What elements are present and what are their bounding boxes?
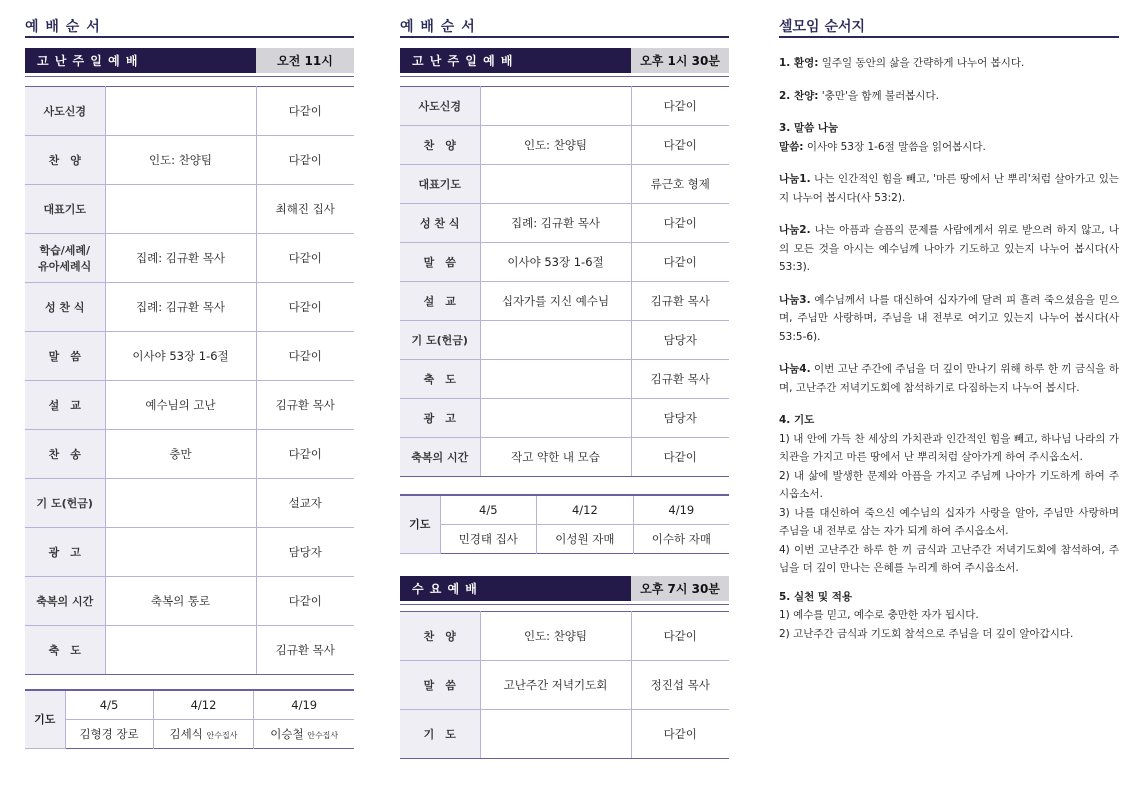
row-label: 찬 양 [400,611,480,660]
service-row [400,87,729,126]
row-detail [105,185,256,234]
row-label: 기 도(헌금) [400,321,480,360]
row-label: 찬 양 [400,126,480,165]
row-detail [105,87,256,136]
row-detail: 십자가를 지신 예수님 [480,282,631,321]
praise-item: 2. 찬양: '충만'을 함께 불러봅시다. [779,89,939,102]
row-leader: 다같이 [256,87,354,136]
row-label: 찬 송 [25,430,105,479]
row-detail: 예수님의 고난 [105,381,256,430]
row-detail [480,87,631,126]
row-leader: 김규환 목사 [256,381,354,430]
row-label: 사도신경 [25,87,105,136]
service-row [25,626,354,675]
service-row [25,430,354,479]
row-label: 축복의 시간 [400,438,480,477]
row-detail: 이사야 53장 1-6절 [480,243,631,282]
service-name: 고 난 주 일 예 배 [400,48,631,73]
service-row [400,399,729,438]
row-label: 광 고 [400,399,480,438]
row-label: 성 찬 식 [25,283,105,332]
prayer-label: 기도 [25,690,65,748]
wednesday-order-table [400,611,729,759]
row-leader: 다같이 [631,243,729,282]
service-row [25,234,354,283]
service-row [25,577,354,626]
service-row [25,381,354,430]
row-detail: 충만 [105,430,256,479]
row-leader: 김규환 목사 [631,360,729,399]
service-row [400,709,729,758]
service-header-band [25,48,354,73]
row-label: 성 찬 식 [400,204,480,243]
row-leader: 다같이 [631,204,729,243]
sunday-afternoon-column [400,16,729,759]
service-time: 오전 11시 [256,48,354,73]
prayer-name: 김형경 장로 [65,719,153,748]
row-leader: 설교자 [256,479,354,528]
prayer-schedule-table [25,689,354,749]
row-leader: 김규환 목사 [256,626,354,675]
service-order-table [400,86,729,477]
service-row [25,283,354,332]
row-label: 사도신경 [400,87,480,126]
row-detail: 인도: 찬양팀 [105,136,256,185]
row-detail [480,165,631,204]
row-label: 학습/세례/ 유아세례식 [25,234,105,283]
row-label: 대표기도 [400,165,480,204]
cell-meeting-title: 셀모임 순서지 [779,16,1119,38]
service-name: 고 난 주 일 예 배 [25,48,256,73]
row-detail: 인도: 찬양팀 [480,126,631,165]
row-detail: 집례: 김규환 목사 [105,283,256,332]
service-row [25,185,354,234]
service-order-table [25,86,354,675]
prayer-schedule-table [400,494,729,554]
service-row [400,165,729,204]
row-label: 말 씀 [400,660,480,709]
row-detail: 집례: 김규환 목사 [480,204,631,243]
welcome-item: 1. 환영: 일주일 동안의 삶을 간략하게 나누어 봅시다. [779,57,1025,69]
service-name: 수 요 예 배 [400,576,631,601]
prayer-date: 4/5 [65,690,153,719]
row-leader: 최해진 집사 [256,185,354,234]
row-detail [480,321,631,360]
prayer-date: 4/19 [633,495,729,524]
divider [25,76,354,77]
sharing-4: 나눔4. 이번 고난 주간에 주님을 더 깊이 만나기 위해 하루 한 끼 금식을 하며, 고난주간 저녁기도회에 참석하기로 다짐하는지 나누어 봅시다. [779,363,1119,394]
row-leader: 다같이 [256,136,354,185]
service-row [25,479,354,528]
prayer-date: 4/12 [153,690,254,719]
row-detail [105,479,256,528]
row-leader: 다같이 [631,87,729,126]
row-label: 축 도 [25,626,105,675]
service-row [400,282,729,321]
wednesday-header-band [400,576,729,601]
row-leader: 다같이 [631,709,729,758]
practice-section: 5. 실천 및 적용 1) 예수를 믿고, 예수로 충만한 자가 됩시다. 2) 고난주간 금식과 기도회 참석으로 주님을 더 깊이 알아갑시다. [779,590,1074,640]
service-row [25,528,354,577]
row-leader: 다같이 [256,577,354,626]
row-label: 기 도 [400,709,480,758]
service-row [400,243,729,282]
row-label: 찬 양 [25,136,105,185]
row-label: 설 교 [400,282,480,321]
service-row [400,660,729,709]
service-row [25,332,354,381]
service-row [400,204,729,243]
service-row [25,87,354,136]
prayer-section: 4. 기도 1) 내 안에 가득 찬 세상의 가치관과 인간적인 힘을 빼고, 하나님 나라의 가치관을 가지고 마른 땅에서 난 뿌리처럼 살아가게 하여 주시옵소서. 2) 내 삶에 발생한 문제와 아픔을 가지고 주님께 나아가 기도하게 하여 주시옵소서. 3) 나를 대신하여 죽으신 예수님의 십자가 사랑을 알아, 주님만 사랑하며 주님을 내 전부로 삼는 자가 되게 하여 주시옵소서. 4) 이번 고난주간 하루 한 끼 금식과 고난주간 저녁기도회에 참석하여, 주님을 더 깊이 만나는 은혜를 누리게 하여 주시옵소서. [779,414,1119,574]
row-leader: 류근호 형제 [631,165,729,204]
row-leader: 담당자 [256,528,354,577]
prayer-name: 이수하 자매 [651,531,711,546]
prayer-name: 이승철 안수집사 [270,726,339,741]
sharing-1: 나눔1. 나는 인간적인 힘을 빼고, '마른 땅에서 난 뿌리'처럼 살아가고 있는지 나누어 봅시다(사 53:2). [779,173,1119,204]
prayer-date: 4/12 [537,495,634,524]
sunday-morning-column [25,16,354,749]
prayer-name: 김세식 안수집사 [153,719,254,748]
row-label: 말 씀 [400,243,480,282]
row-detail [105,528,256,577]
order-of-worship-title: 예 배 순 서 [25,16,354,38]
cell-meeting-body [779,54,1119,643]
prayer-name: 이성원 자매 [537,524,634,553]
service-row [25,136,354,185]
word-item: 3. 말씀 나눔 말씀: 이사야 53장 1-6절 말씀을 읽어봅시다. [779,122,986,153]
row-label: 축 도 [400,360,480,399]
service-row [400,321,729,360]
row-leader: 다같이 [256,234,354,283]
row-detail: 이사야 53장 1-6절 [105,332,256,381]
row-label: 축복의 시간 [25,577,105,626]
row-leader: 김규환 목사 [631,282,729,321]
row-label: 광 고 [25,528,105,577]
row-leader: 다같이 [631,438,729,477]
cell-meeting-column [779,16,1119,657]
row-detail [480,360,631,399]
row-leader: 다같이 [631,126,729,165]
service-header-band [400,48,729,73]
row-leader: 다같이 [256,430,354,479]
row-detail: 인도: 찬양팀 [480,611,631,660]
row-detail: 집례: 김규환 목사 [105,234,256,283]
row-detail [480,709,631,758]
row-leader: 정진섭 목사 [631,660,729,709]
order-of-worship-title: 예 배 순 서 [400,16,729,38]
row-leader: 다같이 [631,611,729,660]
service-time: 오후 7시 30분 [631,576,729,601]
row-label: 말 씀 [25,332,105,381]
sharing-3: 나눔3. 예수님께서 나를 대신하여 십자가에 달려 피 흘려 죽으셨음을 믿으며, 주님만 사랑하며, 주님을 내 전부로 여기고 있는지 나누어 봅시다(사 53:5-6). [779,293,1119,343]
prayer-label: 기도 [400,495,440,553]
prayer-date: 4/5 [440,495,537,524]
row-leader: 담당자 [631,399,729,438]
row-label: 설 교 [25,381,105,430]
row-detail: 고난주간 저녁기도회 [480,660,631,709]
sharing-2: 나눔2. 나는 아픔과 슬픔의 문제를 사람에게서 위로 받으려 하지 않고, 나의 모든 것을 아시는 예수님께 나아가 기도하고 있는지 나누어 봅시다(사 53:3). [779,224,1119,273]
row-leader: 다같이 [256,332,354,381]
service-row [400,360,729,399]
row-leader: 다같이 [256,283,354,332]
divider [400,76,729,77]
row-detail [480,399,631,438]
service-row [400,126,729,165]
row-detail: 작고 약한 내 모습 [480,438,631,477]
service-row [400,438,729,477]
row-label: 기 도(헌금) [25,479,105,528]
row-leader: 담당자 [631,321,729,360]
prayer-date: 4/19 [254,690,354,719]
row-detail [105,626,256,675]
prayer-name: 민경태 집사 [440,524,537,553]
row-label: 대표기도 [25,185,105,234]
service-time: 오후 1시 30분 [631,48,729,73]
service-row [400,611,729,660]
divider [400,604,729,605]
row-detail: 축복의 통로 [105,577,256,626]
